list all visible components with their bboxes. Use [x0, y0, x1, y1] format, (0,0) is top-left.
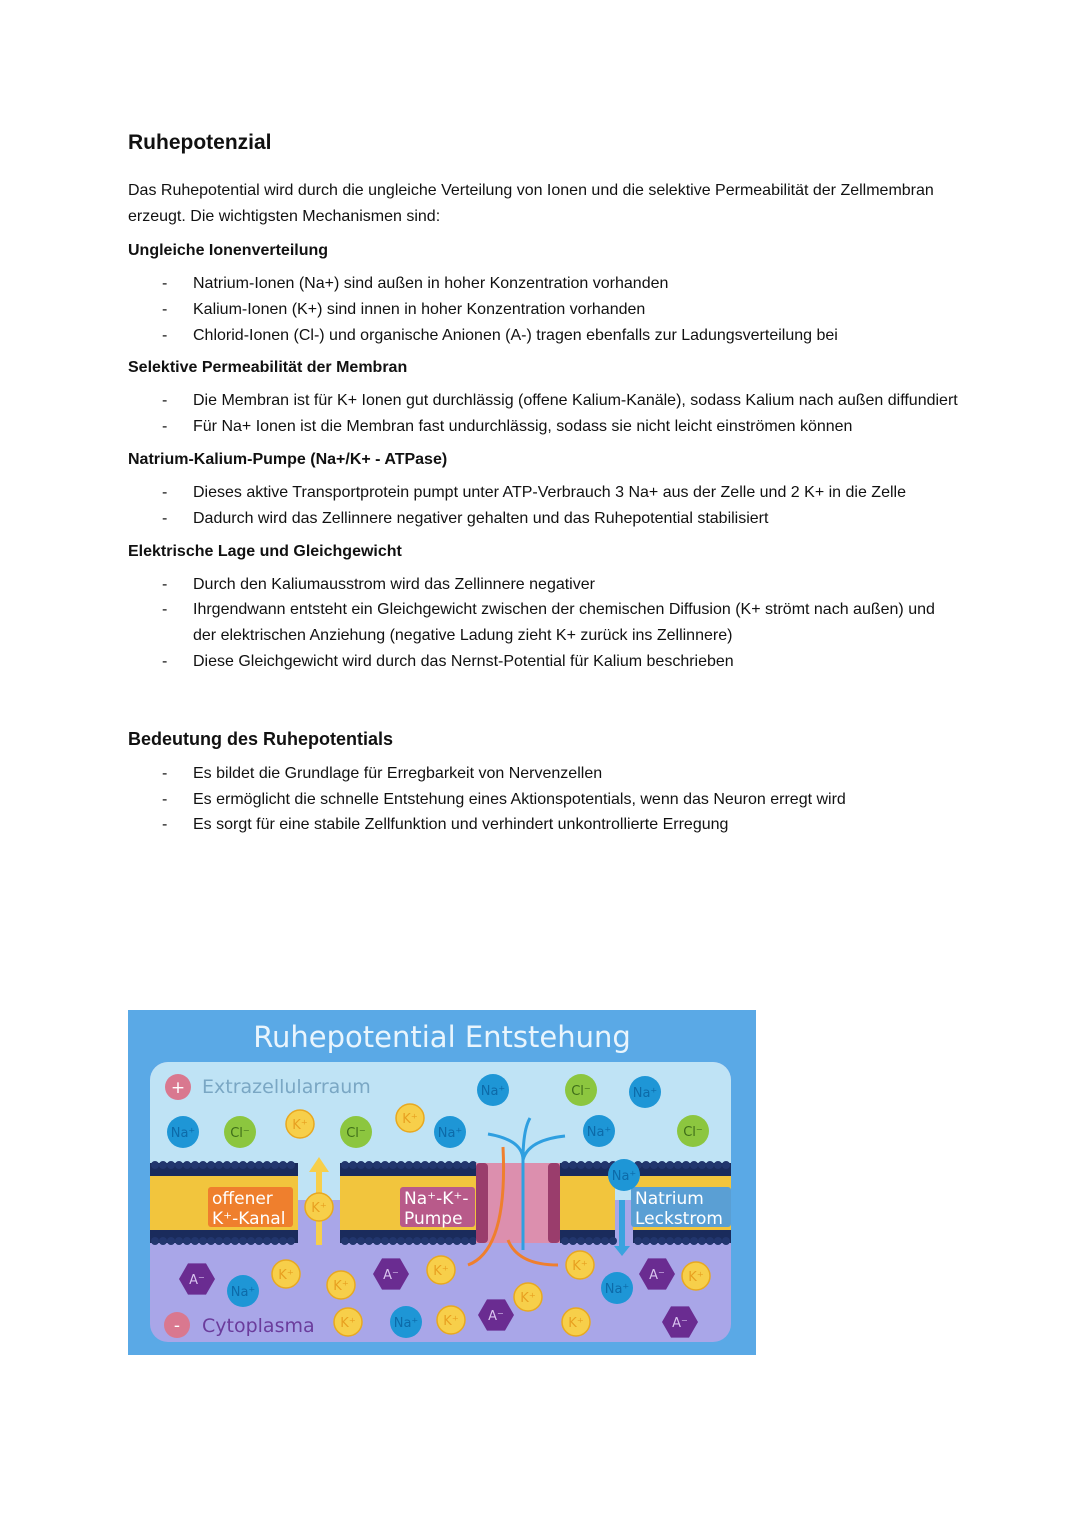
lipid-head	[666, 1161, 674, 1169]
intro-paragraph: Das Ruhepotential wird durch die ungleiche Verteilung von Ionen und die selektive Permeabilität der Zellmembran erzeugt. Die wichtigsten Mechanismen sind:	[128, 182, 934, 225]
k-ion-label: K⁺	[402, 1112, 418, 1127]
list-item: - Es ermöglicht die schnelle Entstehung eines Aktionspotentials, wenn das Neuron erregt wird	[193, 787, 958, 813]
list-item: - Die Membran ist für K+ Ionen gut durchlässig (offene Kalium-Kanäle), sodass Kalium nach außen diffundiert	[193, 388, 958, 414]
lipid-head	[437, 1237, 445, 1245]
lipid-head	[215, 1237, 223, 1245]
list-item: - Durch den Kaliumausstrom wird das Zellinnere negativer	[193, 572, 958, 598]
bullet-list	[128, 572, 958, 675]
lipid-head	[405, 1237, 413, 1245]
sections	[128, 238, 958, 675]
lipid-head	[151, 1237, 159, 1245]
list-item: - Dieses aktive Transportprotein pumpt unter ATP-Verbrauch 3 Na+ aus der Zelle und 2 K+ in die Zelle	[193, 480, 958, 506]
lipid-head	[666, 1237, 674, 1245]
lipid-head	[231, 1237, 239, 1245]
k-ion-label: K⁺	[311, 1201, 327, 1216]
lipid-head	[642, 1237, 650, 1245]
lipid-head	[231, 1161, 239, 1169]
lipid-head	[167, 1237, 175, 1245]
lipid-head	[199, 1161, 207, 1169]
a-ion-label: A⁻	[649, 1268, 665, 1283]
diagram-title: Ruhepotential Entstehung	[253, 1020, 631, 1054]
leak-current-label-line1: Natrium	[635, 1189, 704, 1209]
plus-sign: +	[170, 1078, 186, 1098]
lipid-head	[413, 1237, 421, 1245]
lipid-head	[183, 1237, 191, 1245]
lipid-head	[405, 1161, 413, 1169]
lipid-head	[381, 1237, 389, 1245]
lipid-head	[437, 1161, 445, 1169]
lipid-head	[706, 1237, 714, 1245]
lipid-head	[413, 1161, 421, 1169]
k-channel-label-line1: offener	[212, 1189, 273, 1209]
lipid-head	[690, 1161, 698, 1169]
lipid-head	[263, 1161, 271, 1169]
lipid-head	[151, 1161, 159, 1169]
list-item: - Diese Gleichgewicht wird durch das Nernst-Potential für Kalium beschrieben	[193, 649, 958, 675]
document	[128, 128, 958, 845]
lipid-head	[429, 1161, 437, 1169]
pump-protein	[476, 1163, 560, 1243]
lipid-head	[461, 1161, 469, 1169]
lipid-head	[469, 1161, 477, 1169]
lipid-head	[445, 1237, 453, 1245]
k-ion-label: K⁺	[520, 1291, 536, 1306]
lipid-head	[381, 1161, 389, 1169]
lipid-head	[349, 1237, 357, 1245]
lipid-head	[674, 1237, 682, 1245]
lipid-head	[207, 1237, 215, 1245]
k-channel-label-line2: K⁺-Kanal	[212, 1209, 286, 1229]
section-heading: Natrium-Kalium-Pumpe (Na+/K+ - ATPase)	[128, 450, 448, 468]
lipid-head	[682, 1161, 690, 1169]
lipid-head	[650, 1237, 658, 1245]
lipid-head	[453, 1237, 461, 1245]
na-ion-label: Na⁺	[480, 1084, 506, 1099]
significance-heading: Bedeutung des Ruhepotentials	[128, 728, 394, 749]
lipid-head	[357, 1237, 365, 1245]
lipid-head	[722, 1237, 730, 1245]
extracellular-label: Extrazellularraum	[202, 1076, 371, 1098]
pump-protein-side	[476, 1163, 488, 1243]
list-item: - Es sorgt für eine stabile Zellfunktion und verhindert unkontrollierte Erregung	[193, 812, 958, 838]
lipid-head	[634, 1237, 642, 1245]
lipid-head	[183, 1161, 191, 1169]
lipid-head	[698, 1161, 706, 1169]
lipid-head	[577, 1161, 585, 1169]
pump-label-line1: Na⁺-K⁺-	[404, 1189, 469, 1209]
lipid-head	[722, 1161, 730, 1169]
lipid-head	[690, 1237, 698, 1245]
lipid-head	[191, 1161, 199, 1169]
k-ion-label: K⁺	[572, 1259, 588, 1274]
lipid-head	[255, 1237, 263, 1245]
lipid-head	[585, 1237, 593, 1245]
na-ion-label: Na⁺	[230, 1285, 256, 1300]
lipid-head	[698, 1237, 706, 1245]
lipid-head	[658, 1161, 666, 1169]
na-ion-label: Na⁺	[393, 1316, 419, 1331]
pump-protein-side	[548, 1163, 560, 1243]
lipid-head	[365, 1161, 373, 1169]
k-ion-label: K⁺	[443, 1314, 459, 1329]
lipid-head	[373, 1237, 381, 1245]
na-ion-label: Na⁺	[604, 1282, 630, 1297]
k-ion-label: K⁺	[292, 1118, 308, 1133]
pump-label-line2: Pumpe	[404, 1209, 463, 1229]
bullet-list	[128, 388, 958, 440]
k-ion-label: K⁺	[433, 1264, 449, 1279]
lipid-head	[714, 1237, 722, 1245]
lipid-head	[682, 1237, 690, 1245]
k-ion-label: K⁺	[333, 1279, 349, 1294]
lipid-head	[601, 1161, 609, 1169]
lipid-head	[453, 1161, 461, 1169]
lipid-head	[373, 1161, 381, 1169]
lipid-head	[601, 1237, 609, 1245]
lipid-head	[642, 1161, 650, 1169]
na-ion-label: Na⁺	[632, 1086, 658, 1101]
list-item: - Chlorid-Ionen (Cl-) und organische Anionen (A-) tragen ebenfalls zur Ladungsverteilung bei	[193, 323, 958, 349]
lipid-head	[247, 1161, 255, 1169]
lipid-head	[561, 1237, 569, 1245]
lipid-head	[279, 1161, 287, 1169]
k-ion-label: K⁺	[278, 1268, 294, 1283]
bullet-list	[128, 271, 958, 348]
lipid-head	[215, 1161, 223, 1169]
cl-ion-label: Cl⁻	[230, 1126, 250, 1141]
lipid-head	[397, 1161, 405, 1169]
lipid-head	[397, 1237, 405, 1245]
lipid-head	[445, 1161, 453, 1169]
lipid-head	[207, 1161, 215, 1169]
lipid-head	[199, 1237, 207, 1245]
lipid-head	[650, 1161, 658, 1169]
lipid-head	[271, 1237, 279, 1245]
lipid-head	[585, 1161, 593, 1169]
lipid-head	[658, 1237, 666, 1245]
significance-list	[128, 761, 958, 838]
lipid-head	[287, 1237, 295, 1245]
lipid-head	[159, 1161, 167, 1169]
page-title: Ruhepotenzial	[128, 131, 272, 154]
lipid-head	[159, 1237, 167, 1245]
leak-current-label-line2: Leckstrom	[635, 1209, 723, 1229]
lipid-head	[569, 1237, 577, 1245]
bullet-list	[128, 480, 958, 532]
lipid-head	[461, 1237, 469, 1245]
lipid-head	[263, 1237, 271, 1245]
lipid-head	[421, 1237, 429, 1245]
cl-ion-label: Cl⁻	[571, 1084, 591, 1099]
lipid-head	[389, 1237, 397, 1245]
lipid-head	[429, 1237, 437, 1245]
na-ion-label: Na⁺	[170, 1126, 196, 1141]
lipid-head	[223, 1237, 231, 1245]
lipid-head	[349, 1161, 357, 1169]
list-item: - Ihrgendwann entsteht ein Gleichgewicht zwischen der chemischen Diffusion (K+ strömt nach außen) und der elektrischen Anziehung (negative Ladung zieht K+ zurück ins Zellinnere)	[193, 597, 958, 649]
lipid-head	[593, 1161, 601, 1169]
lipid-head	[341, 1161, 349, 1169]
cl-ion-label: Cl⁻	[683, 1125, 703, 1140]
lipid-head	[389, 1161, 397, 1169]
lipid-head	[175, 1237, 183, 1245]
lipid-head	[609, 1237, 617, 1245]
k-ion-label: K⁺	[568, 1316, 584, 1331]
lipid-head	[239, 1161, 247, 1169]
section-heading: Selektive Permeabilität der Membran	[128, 359, 408, 377]
na-ion-label: Na⁺	[437, 1126, 463, 1141]
lipid-head	[569, 1161, 577, 1169]
lipid-head	[255, 1161, 263, 1169]
lipid-head	[593, 1237, 601, 1245]
lipid-head	[706, 1161, 714, 1169]
section-heading: Ungleiche Ionenverteilung	[128, 242, 329, 259]
cytoplasm-label: Cytoplasma	[202, 1315, 315, 1337]
lipid-head	[175, 1161, 183, 1169]
na-ion-label: Na⁺	[611, 1169, 637, 1184]
a-ion-label: A⁻	[383, 1268, 399, 1283]
lipid-head	[247, 1237, 255, 1245]
list-item: - Für Na+ Ionen ist die Membran fast undurchlässig, sodass sie nicht leicht einströmen können	[193, 414, 958, 440]
a-ion-label: A⁻	[488, 1309, 504, 1324]
lipid-head	[239, 1237, 247, 1245]
lipid-head	[714, 1161, 722, 1169]
section-heading: Elektrische Lage und Gleichgewicht	[128, 542, 402, 560]
lipid-head	[287, 1161, 295, 1169]
minus-sign: -	[173, 1316, 181, 1336]
k-ion-label: K⁺	[340, 1316, 356, 1331]
lipid-head	[674, 1161, 682, 1169]
lipid-head	[167, 1161, 175, 1169]
lipid-head	[421, 1161, 429, 1169]
lipid-head	[223, 1161, 231, 1169]
lipid-head	[561, 1161, 569, 1169]
lipid-head	[365, 1237, 373, 1245]
lipid-head	[469, 1237, 477, 1245]
na-ion-label: Na⁺	[586, 1125, 612, 1140]
lipid-head	[357, 1161, 365, 1169]
lipid-head	[577, 1237, 585, 1245]
cl-ion-label: Cl⁻	[346, 1126, 366, 1141]
list-item: - Kalium-Ionen (K+) sind innen in hoher Konzentration vorhanden	[193, 297, 958, 323]
a-ion-label: A⁻	[672, 1316, 688, 1331]
lipid-head	[271, 1161, 279, 1169]
resting-potential-diagram	[128, 1010, 756, 1355]
list-item: - Es bildet die Grundlage für Erregbarkeit von Nervenzellen	[193, 761, 958, 787]
membrane-lipid-layer	[560, 1176, 615, 1230]
list-item: - Natrium-Ionen (Na+) sind außen in hoher Konzentration vorhanden	[193, 271, 958, 297]
lipid-head	[191, 1237, 199, 1245]
lipid-head	[279, 1237, 287, 1245]
lipid-head	[341, 1237, 349, 1245]
a-ion-label: A⁻	[189, 1273, 205, 1288]
list-item: - Dadurch wird das Zellinnere negativer gehalten und das Ruhepotential stabilisiert	[193, 506, 958, 532]
k-ion-label: K⁺	[688, 1270, 704, 1285]
